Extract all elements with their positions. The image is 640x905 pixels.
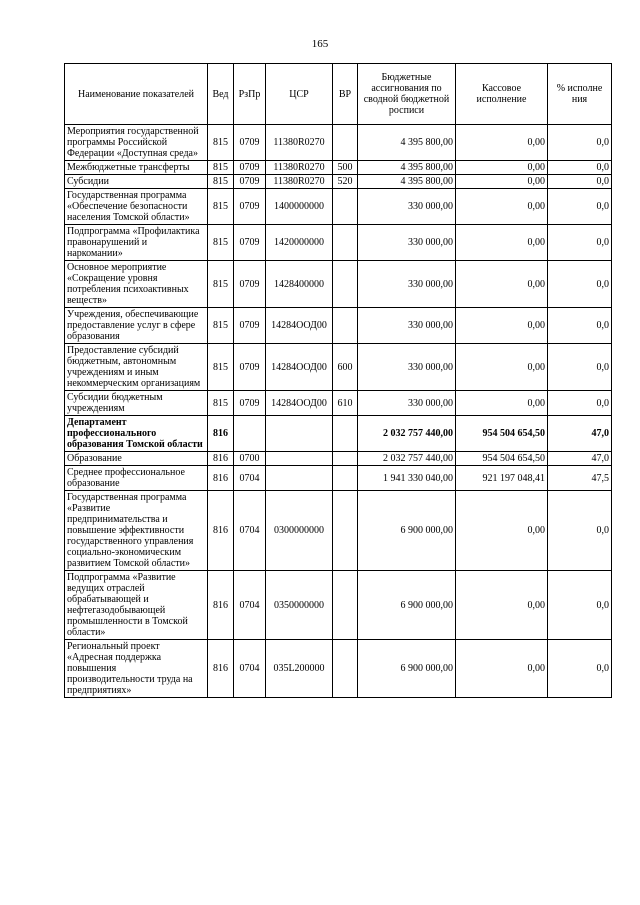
cell-percent: 0,0	[548, 640, 612, 698]
cell-rzpr: 0709	[234, 125, 266, 161]
table-row	[65, 571, 612, 640]
cell-percent: 0,0	[548, 189, 612, 225]
cell-name: Государственная программа «Обеспечение безопасности населения Томской области»	[65, 189, 208, 225]
cell-vr	[333, 466, 358, 491]
cell-budget: 2 032 757 440,00	[358, 452, 456, 466]
cell-budget: 6 900 000,00	[358, 491, 456, 571]
cell-csr: 11380R0270	[266, 175, 333, 189]
cell-cash: 0,00	[456, 344, 548, 391]
cell-ved: 816	[208, 491, 234, 571]
cell-cash: 0,00	[456, 391, 548, 416]
table-row	[65, 125, 612, 161]
cell-rzpr: 0704	[234, 640, 266, 698]
cell-ved: 815	[208, 225, 234, 261]
table-row	[65, 344, 612, 391]
cell-name: Мероприятия государственной программы Российской Федерации «Доступная среда»	[65, 125, 208, 161]
cell-vr: 610	[333, 391, 358, 416]
cell-rzpr: 0709	[234, 308, 266, 344]
cell-vr: 520	[333, 175, 358, 189]
cell-name: Региональный проект «Адресная поддержка повышения производительности труда на предприятиях»	[65, 640, 208, 698]
cell-cash: 954 504 654,50	[456, 416, 548, 452]
cell-ved: 815	[208, 189, 234, 225]
cell-name: Департамент профессионального образования Томской области	[65, 416, 208, 452]
cell-rzpr: 0709	[234, 175, 266, 189]
cell-ved: 816	[208, 452, 234, 466]
cell-name: Подпрограмма «Профилактика правонарушений и наркомании»	[65, 225, 208, 261]
cell-rzpr: 0709	[234, 261, 266, 308]
table-row	[65, 491, 612, 571]
cell-budget: 330 000,00	[358, 344, 456, 391]
cell-rzpr: 0709	[234, 189, 266, 225]
cell-rzpr: 0704	[234, 571, 266, 640]
cell-ved: 815	[208, 125, 234, 161]
cell-cash: 0,00	[456, 261, 548, 308]
cell-cash: 0,00	[456, 175, 548, 189]
table-row	[65, 640, 612, 698]
cell-csr	[266, 466, 333, 491]
cell-percent: 0,0	[548, 161, 612, 175]
cell-percent: 0,0	[548, 261, 612, 308]
cell-budget: 4 395 800,00	[358, 161, 456, 175]
cell-vr	[333, 416, 358, 452]
cell-csr: 0300000000	[266, 491, 333, 571]
cell-budget: 330 000,00	[358, 225, 456, 261]
cell-budget: 330 000,00	[358, 261, 456, 308]
cell-ved: 815	[208, 161, 234, 175]
cell-csr: 14284ООД00	[266, 391, 333, 416]
table-row	[65, 175, 612, 189]
cell-percent: 0,0	[548, 491, 612, 571]
cell-cash: 954 504 654,50	[456, 452, 548, 466]
cell-budget: 4 395 800,00	[358, 175, 456, 189]
cell-vr: 600	[333, 344, 358, 391]
cell-name: Государственная программа «Развитие предпринимательства и повышение эффективности государственного управления социально-экономическим развитием Томской области»	[65, 491, 208, 571]
cell-percent: 0,0	[548, 308, 612, 344]
cell-budget: 4 395 800,00	[358, 125, 456, 161]
table-row	[65, 391, 612, 416]
page-number: 165	[311, 38, 329, 50]
cell-percent: 0,0	[548, 344, 612, 391]
cell-rzpr	[234, 416, 266, 452]
cell-cash: 0,00	[456, 189, 548, 225]
cell-vr	[333, 571, 358, 640]
cell-vr: 500	[333, 161, 358, 175]
cell-vr	[333, 640, 358, 698]
cell-percent: 0,0	[548, 391, 612, 416]
header-vr: ВР	[333, 64, 358, 125]
header-budget: Бюджетные ассигнования по сводной бюджетной росписи	[358, 64, 456, 125]
table-header-row	[65, 64, 612, 125]
cell-rzpr: 0700	[234, 452, 266, 466]
cell-vr	[333, 225, 358, 261]
cell-vr	[333, 491, 358, 571]
table-row	[65, 466, 612, 491]
cell-csr	[266, 452, 333, 466]
cell-percent: 0,0	[548, 571, 612, 640]
cell-ved: 815	[208, 308, 234, 344]
cell-csr: 11380R0270	[266, 125, 333, 161]
cell-csr: 11380R0270	[266, 161, 333, 175]
table-row	[65, 261, 612, 308]
cell-percent: 47,0	[548, 416, 612, 452]
cell-ved: 815	[208, 175, 234, 189]
cell-budget: 2 032 757 440,00	[358, 416, 456, 452]
cell-rzpr: 0709	[234, 161, 266, 175]
cell-budget: 6 900 000,00	[358, 571, 456, 640]
cell-rzpr: 0704	[234, 466, 266, 491]
cell-percent: 47,5	[548, 466, 612, 491]
cell-budget: 6 900 000,00	[358, 640, 456, 698]
cell-csr: 1420000000	[266, 225, 333, 261]
cell-budget: 330 000,00	[358, 308, 456, 344]
cell-csr: 1428400000	[266, 261, 333, 308]
header-ved: Вед	[208, 64, 234, 125]
cell-cash: 0,00	[456, 308, 548, 344]
cell-rzpr: 0709	[234, 391, 266, 416]
cell-csr: 035L200000	[266, 640, 333, 698]
cell-budget: 330 000,00	[358, 189, 456, 225]
cell-rzpr: 0709	[234, 225, 266, 261]
budget-execution-table	[64, 63, 612, 698]
cell-ved: 816	[208, 466, 234, 491]
cell-cash: 0,00	[456, 491, 548, 571]
table-row	[65, 452, 612, 466]
cell-percent: 47,0	[548, 452, 612, 466]
header-rzpr: РзПр	[234, 64, 266, 125]
table-row	[65, 308, 612, 344]
table-row	[65, 416, 612, 452]
cell-name: Образование	[65, 452, 208, 466]
cell-name: Подпрограмма «Развитие ведущих отраслей обрабатывающей и нефтегазодобывающей промышленности в Томской области»	[65, 571, 208, 640]
cell-budget: 1 941 330 040,00	[358, 466, 456, 491]
cell-name: Субсидии	[65, 175, 208, 189]
cell-ved: 815	[208, 391, 234, 416]
cell-cash: 0,00	[456, 571, 548, 640]
cell-vr	[333, 189, 358, 225]
cell-cash: 0,00	[456, 640, 548, 698]
cell-cash: 0,00	[456, 161, 548, 175]
cell-cash: 921 197 048,41	[456, 466, 548, 491]
header-csr: ЦСР	[266, 64, 333, 125]
table-row	[65, 161, 612, 175]
cell-csr: 14284ООД00	[266, 344, 333, 391]
cell-percent: 0,0	[548, 125, 612, 161]
cell-ved: 816	[208, 416, 234, 452]
header-name: Наименование показателей	[65, 64, 208, 125]
cell-name: Среднее профессиональное образование	[65, 466, 208, 491]
cell-csr	[266, 416, 333, 452]
cell-name: Предоставление субсидий бюджетным, автономным учреждениям и иным некоммерческим организациям	[65, 344, 208, 391]
cell-percent: 0,0	[548, 175, 612, 189]
cell-vr	[333, 125, 358, 161]
cell-ved: 816	[208, 640, 234, 698]
cell-rzpr: 0709	[234, 344, 266, 391]
cell-name: Основное мероприятие «Сокращение уровня потребления психоактивных веществ»	[65, 261, 208, 308]
table-row	[65, 189, 612, 225]
cell-vr	[333, 452, 358, 466]
cell-vr	[333, 308, 358, 344]
table-row	[65, 225, 612, 261]
cell-cash: 0,00	[456, 125, 548, 161]
cell-vr	[333, 261, 358, 308]
header-percent: % исполне ния	[548, 64, 612, 125]
cell-cash: 0,00	[456, 225, 548, 261]
cell-ved: 816	[208, 571, 234, 640]
cell-ved: 815	[208, 344, 234, 391]
cell-rzpr: 0704	[234, 491, 266, 571]
cell-name: Субсидии бюджетным учреждениям	[65, 391, 208, 416]
cell-name: Учреждения, обеспечивающие предоставление услуг в сфере образования	[65, 308, 208, 344]
cell-percent: 0,0	[548, 225, 612, 261]
cell-budget: 330 000,00	[358, 391, 456, 416]
cell-csr: 1400000000	[266, 189, 333, 225]
cell-ved: 815	[208, 261, 234, 308]
cell-csr: 14284ООД00	[266, 308, 333, 344]
header-cash: Кассовое исполнение	[456, 64, 548, 125]
cell-name: Межбюджетные трансферты	[65, 161, 208, 175]
cell-csr: 0350000000	[266, 571, 333, 640]
